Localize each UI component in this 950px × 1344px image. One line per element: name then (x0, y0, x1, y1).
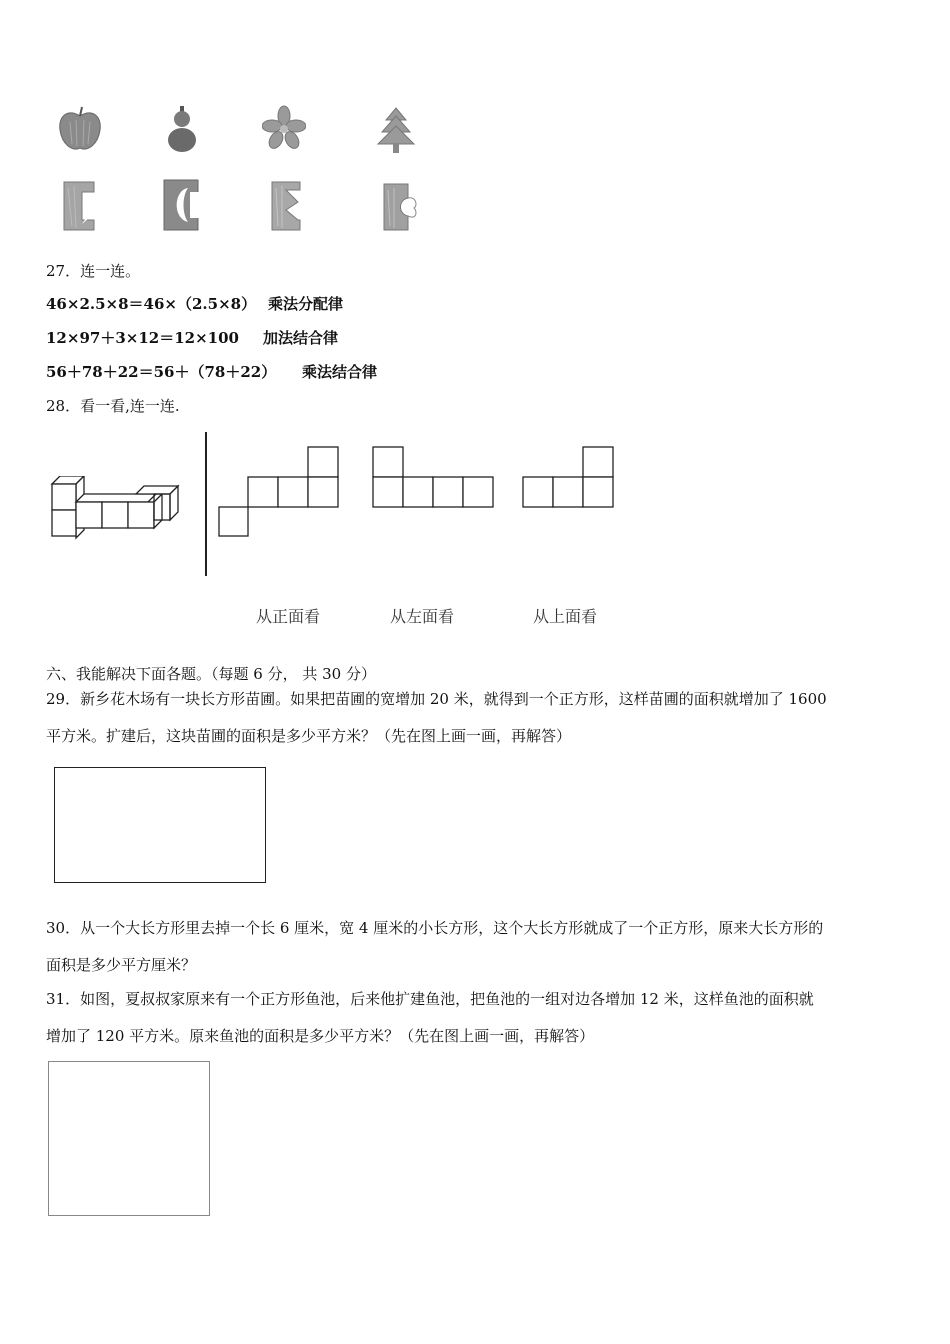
top-view-figure (522, 446, 616, 508)
flower-cutout-card-icon (268, 180, 308, 232)
view-label-front: 从正面看 (256, 607, 321, 626)
divider-line (205, 432, 207, 576)
q30-line2: 面积是多少平方厘米？ (46, 956, 197, 974)
tree-cutout-card-icon (60, 180, 100, 232)
apple-shape-icon (58, 104, 102, 156)
gourd-cutout-card-icon (160, 178, 204, 232)
flower-shape-icon (262, 104, 306, 156)
q27-expr-3: 56＋78＋22＝56＋（78＋22） (46, 363, 277, 381)
q27-law-1: 乘法分配律 (268, 295, 344, 313)
tree-shape-icon (374, 104, 418, 156)
q31-line1: 31．如图，夏叔叔家原来有一个正方形鱼池，后来他扩建鱼池，把鱼池的一组对边各增加 12 米，这样鱼池的面积就 (46, 990, 814, 1008)
view-label-left: 从左面看 (390, 607, 455, 626)
q27-expr-1: 46×2.5×8＝46×（2.5×8） (46, 295, 257, 313)
q31-line2: 增加了 120 平方米。原来鱼池的面积是多少平方米？（先在图上画一画，再解答） (46, 1027, 595, 1045)
cube-stack-figure (46, 476, 186, 542)
q30-line1: 30．从一个大长方形里去掉一个长 6 厘米，宽 4 厘米的小长方形，这个大长方形就成了一个正方形，原来大长方形的 (46, 919, 824, 937)
q27-law-2: 加法结合律 (263, 329, 339, 347)
left-view-figure (372, 446, 496, 508)
q29-line1: 29．新乡花木场有一块长方形苗圃。如果把苗圃的宽增加 20 米，就得到一个正方形，这样苗圃的面积就增加了 1600 (46, 690, 827, 708)
apple-cutout-card-icon (380, 180, 420, 232)
q29-rectangle-figure (54, 767, 266, 883)
q27-title: 27．连一连。 (46, 262, 141, 280)
gourd-shape-icon (160, 104, 204, 156)
front-view-figure (218, 446, 340, 538)
q27-law-3: 乘法结合律 (302, 363, 378, 381)
q28-title: 28．看一看,连一连. (46, 397, 180, 415)
q29-line2: 平方米。扩建后，这块苗圃的面积是多少平方米？（先在图上画一画，再解答） (46, 727, 572, 745)
section6-heading: 六、我能解决下面各题。（每题 6 分， 共 30 分） (46, 665, 376, 683)
q31-square-figure (48, 1061, 210, 1216)
q27-expr-2: 12×97＋3×12＝12×100 (46, 329, 239, 347)
view-label-top: 从上面看 (533, 607, 598, 626)
